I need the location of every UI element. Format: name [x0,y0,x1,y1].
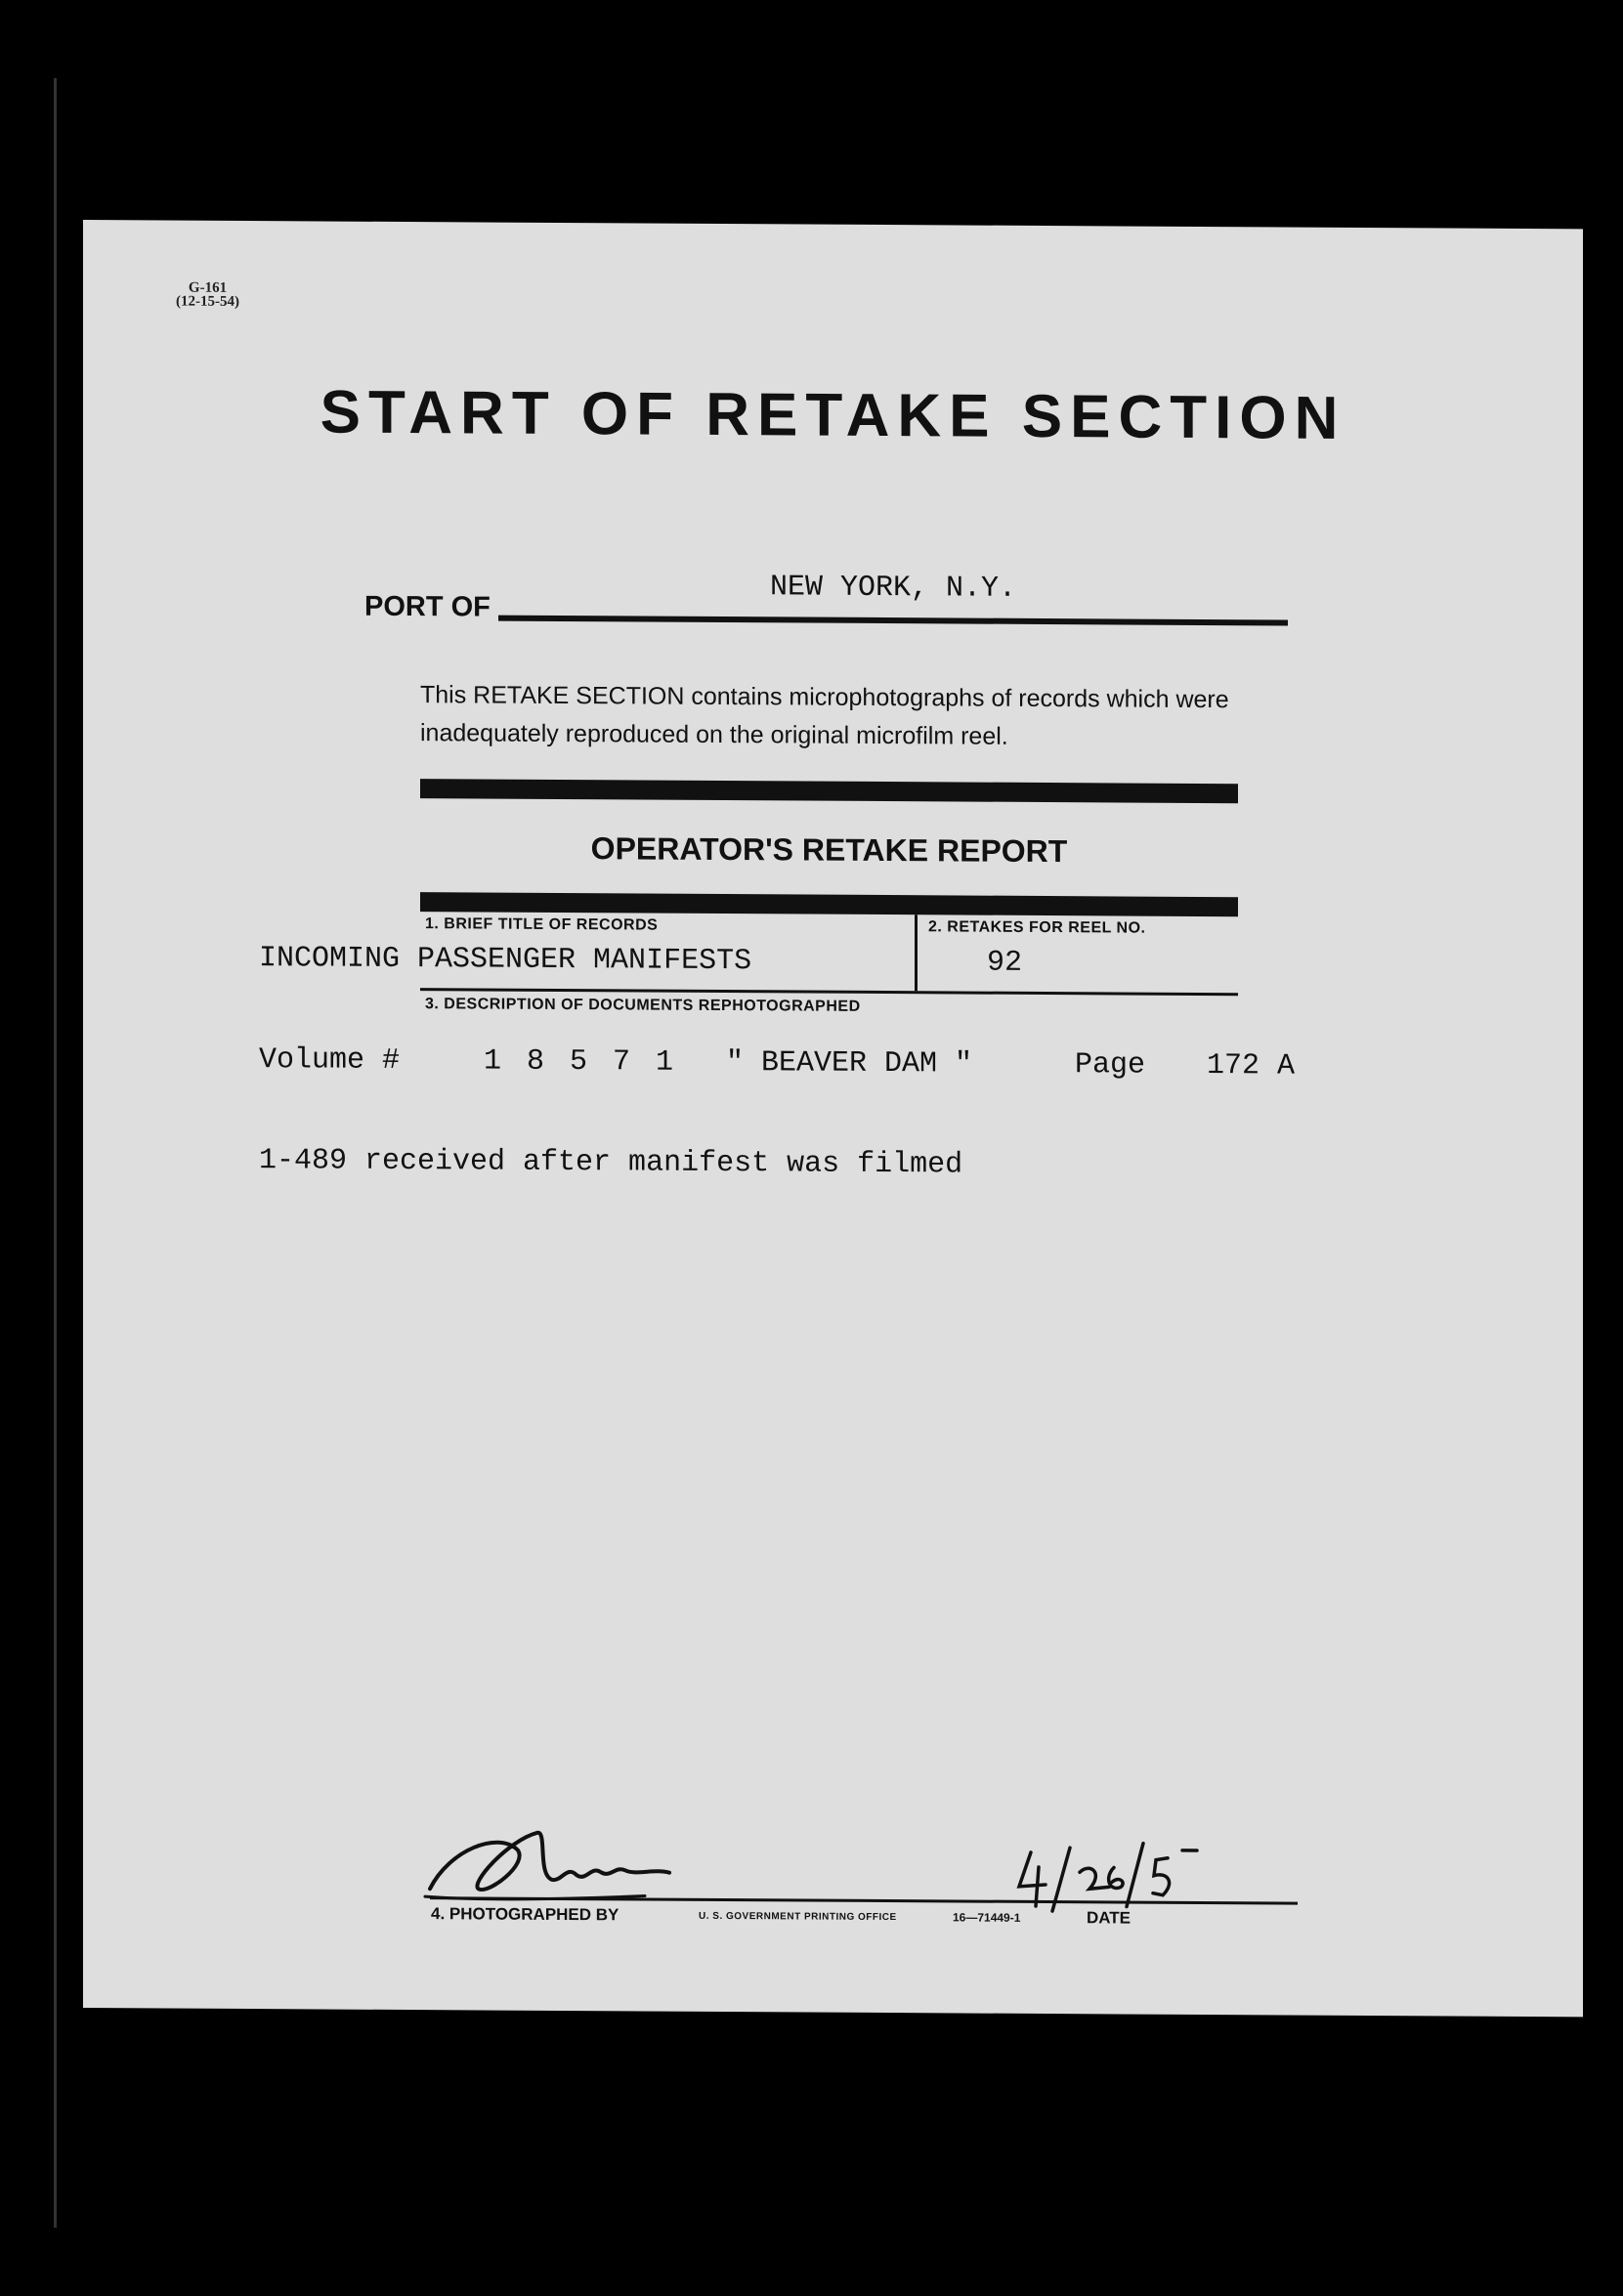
divider-bar-bottom [420,892,1238,916]
intro-text: This RETAKE SECTION contains microphotographs of records which were inadequately reproduced on the original microfilm reel. [420,681,1229,750]
page-title: START OF RETAKE SECTION [320,378,1346,452]
retakes-label: 2. RETAKES FOR REEL NO. [928,918,1146,937]
divider-bar-top [420,779,1238,803]
form-code-date: (12-15-54) [176,293,239,310]
reel-number-value: 92 [987,946,1023,980]
port-underline [498,616,1288,626]
date-label: DATE [1087,1908,1132,1928]
page-label: Page [1075,1048,1146,1083]
port-value: NEW YORK, N.Y. [769,571,1017,606]
retake-note: 1-489 received after manifest was filmed [259,1144,963,1182]
form-number: 16—71449-1 [953,1910,1021,1925]
gpo-imprint: U. S. GOVERNMENT PRINTING OFFICE [699,1910,897,1924]
field-underline [420,988,1238,996]
volume-label: Volume # [259,1043,401,1078]
brief-title-value: INCOMING PASSENGER MANIFESTS [259,942,752,979]
description-label: 3. DESCRIPTION OF DOCUMENTS REPHOTOGRAPHED [425,996,861,1015]
film-edge-mark [54,78,57,2228]
document-page [83,220,1583,2017]
form-code [176,281,239,309]
brief-title-label: 1. BRIEF TITLE OF RECORDS [425,915,659,934]
report-title: OPERATOR'S RETAKE REPORT [590,830,1068,870]
page-value: 172 A [1207,1049,1296,1084]
form-code-number: G-161 [188,279,228,296]
field-divider [915,914,918,991]
ship-name: " BEAVER DAM " [726,1046,973,1082]
photographed-by-label: 4. PHOTOGRAPHED BY [431,1904,619,1925]
volume-number: 1 8 5 7 1 [484,1044,678,1080]
port-label: PORT OF [364,590,491,623]
